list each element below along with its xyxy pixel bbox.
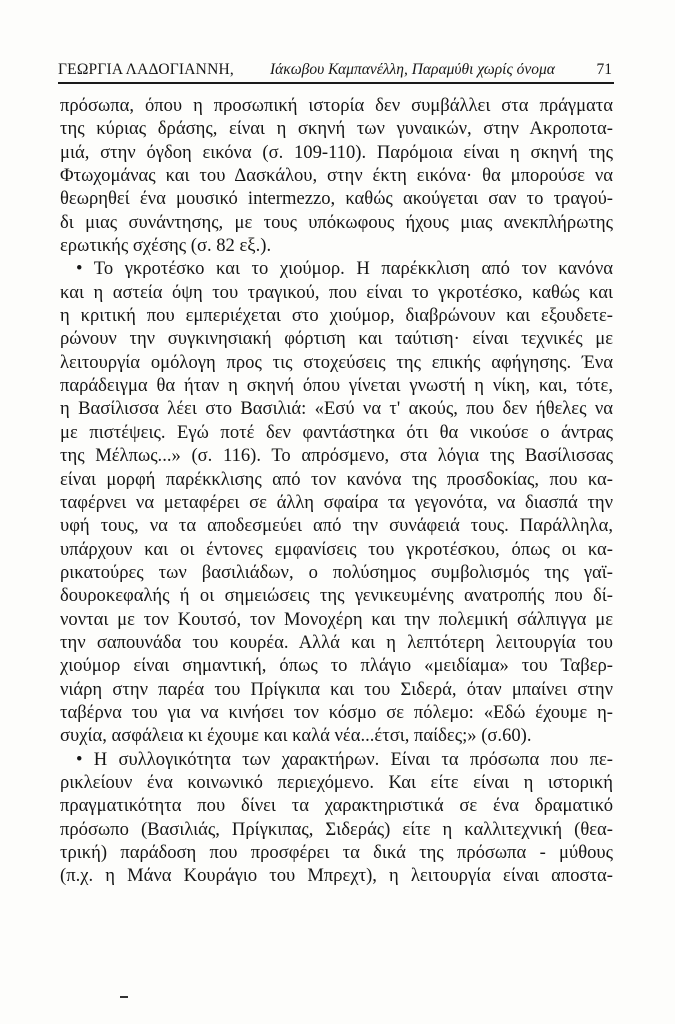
- running-header: [58, 58, 614, 84]
- text-line: Φτωχομάνας και του Δασκάλου, στην έκτη εικόνα· θα μπορούσε να: [60, 165, 613, 187]
- text-line: ταφέρνει να μεταφέρει σε άλλη σφαίρα τα γεγονότα, να διασπά την: [60, 491, 613, 513]
- text-line: της κύριας δράσης, είναι η σκηνή των γυναικών, στην Ακροποτα-: [60, 118, 613, 140]
- paragraph: [60, 748, 613, 888]
- text-line: χιούμορ είναι σημαντική, όπως το πλάγιο «μειδίαμα» του Ταβερ-: [60, 655, 613, 677]
- text-line: την σαπουνάδα του κουρέα. Αλλά και η λεπτότερη λειτουργία του: [60, 631, 613, 653]
- paragraph: [60, 257, 613, 747]
- body-text: [60, 94, 613, 888]
- paragraph: [60, 94, 613, 257]
- text-line: της Μέλπως...» (σ. 116). Το απρόσμενο, στα λόγια της Βασίλισσας: [60, 445, 613, 467]
- scan-mark: [120, 996, 128, 998]
- text-line: δουροκεφαλής ή οι σημειώσεις της γενικευμένης ανατροπής που δί-: [60, 585, 613, 607]
- text-line: ρικλείουν ένα κοινωνικό περιεχόμενο. Και είτε είναι η ιστορική: [60, 771, 613, 793]
- text-line: ρώνουν την συγκινησιακή φόρτιση και ταύτιση· είναι τεχνικές με: [60, 328, 613, 350]
- text-line: τρική) παράδοση που προσφέρει τα δικά της πρόσωπα - μύθους: [60, 842, 613, 863]
- text-line: ταβέρνα του για να κινήσει τον κόσμο σε πόλεμο: «Εδώ έχουμε η-: [60, 701, 613, 723]
- text-line: συχία, ασφάλεια κι έχουμε και καλά νέα...έτσι, παίδες;» (σ.60).: [60, 725, 532, 747]
- text-line: νονται με τον Κουτσό, τον Μονοχέρη και την πολεμική σάλπιγγα με: [60, 608, 613, 630]
- text-line: θεωρηθεί ένα μουσικό intermezzo, καθώς ακούγεται σαν το τραγού-: [60, 188, 613, 210]
- text-line: με πιστέψεις. Εγώ ποτέ δεν φαντάστηκα ότι θα νικούσε ο άντρας: [60, 421, 613, 443]
- text-line: • Το γκροτέσκο και το χιούμορ. Η παρέκκλιση από τον κανόνα: [76, 258, 613, 280]
- text-line: πρόσωπο (Βασιλιάς, Πρίγκιπας, Σιδεράς) είτε η καλλιτεχνική (θεα-: [60, 818, 613, 840]
- page-number: 71: [596, 61, 612, 78]
- text-line: μιά, στην όγδοη εικόνα (σ. 109-110). Παρόμοια είναι η σκηνή της: [60, 141, 613, 163]
- text-line: πρόσωπα, όπου η προσωπική ιστορία δεν συμβάλλει στα πράγματα: [60, 95, 613, 116]
- text-line: υπάρχουν και οι έντονες εμφανίσεις του γκροτέσκου, όπως οι κα-: [60, 538, 613, 560]
- text-line: και η αστεία όψη του τραγικού, που είναι το γκροτέσκο, καθώς και: [60, 281, 613, 303]
- text-line: νιάρη στην παρέα του Πρίγκιπα και του Σιδερά, όταν μπαίνει στην: [60, 678, 613, 700]
- text-line: πραγματικότητα που δίνει τα χαρακτηριστικά σε ένα δραματικό: [60, 795, 613, 817]
- text-line: είναι μορφή παρέκκλισης από τον κανόνα της προσδοκίας, που κα-: [60, 468, 613, 490]
- header-title: Ιάκωβου Καμπανέλλη, Παραμύθι χωρίς όνομα: [270, 61, 555, 78]
- text-line: • Η συλλογικότητα των χαρακτήρων. Είναι τα πρόσωπα που πε-: [76, 748, 613, 770]
- text-line: η Βασίλισσα λέει στο Βασιλιά: «Εσύ να τ' ακούς, που δεν ήθελες να: [60, 398, 613, 420]
- text-line: δι μιας συνάντησης, με τους υπόκωφους ήχους μιας ανεκπλήρωτης: [60, 211, 613, 233]
- header-author: ΓΕΩΡΓΙΑ ΛΑΔΟΓΙΑΝΝΗ,: [58, 61, 234, 78]
- text-line: λειτουργία ομόλογη προς τις στοχεύσεις της επικής αφήγησης. Ένα: [60, 351, 613, 373]
- text-line: παράδειγμα θα ήταν η σκηνή όπου γίνεται γνωστή η νίκη, και, τότε,: [60, 375, 613, 397]
- text-line: ερωτικής σχέσης (σ. 82 εξ.).: [60, 235, 272, 257]
- text-line: η κριτική που εμπεριέχεται στο χιούμορ, διαβρώνουν και εξουδετε-: [60, 305, 613, 327]
- text-line: (π.χ. η Μάνα Κουράγιο του Μπρεχτ), η λειτουργία είναι αποστα-: [60, 865, 613, 887]
- text-line: υφή τους, να τα αποδεσμεύει από την συνάφειά τους. Παράλληλα,: [60, 515, 613, 537]
- text-line: ρικατούρες των βασιλιάδων, ο πολύσημος συμβολισμός της γαϊ-: [60, 561, 613, 583]
